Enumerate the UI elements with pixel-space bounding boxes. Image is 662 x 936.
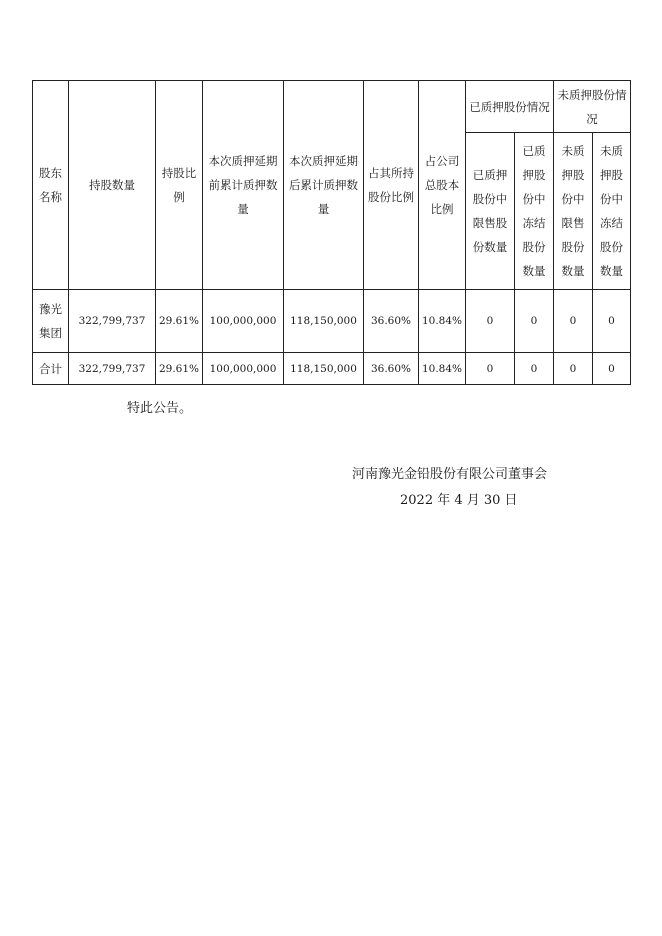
cell-unpledged-frozen: 0 [593, 290, 631, 353]
cell-name: 豫光集团 [33, 290, 69, 353]
signature-date: 2022 年 4 月 30 日 [400, 493, 518, 508]
announcement-closing: 特此公告。 [127, 401, 193, 416]
cell-unpledged-restricted: 0 [554, 290, 593, 353]
cell-shares: 322,799,737 [69, 290, 156, 353]
header-total-ratio: 占公司总股本比例 [419, 81, 466, 290]
cell-pledged-restricted: 0 [466, 290, 515, 353]
cell-pledged-restricted: 0 [466, 353, 515, 385]
header-unpledged-restricted: 未质押股份中限售股份数量 [554, 133, 593, 290]
cell-total-ratio: 10.84% [419, 353, 466, 385]
header-ratio: 持股比例 [156, 81, 203, 290]
signature-org: 河南豫光金铅股份有限公司董事会 [352, 467, 548, 482]
cell-name: 合计 [33, 353, 69, 385]
pledge-table [32, 80, 631, 385]
cell-pledged-frozen: 0 [515, 290, 554, 353]
cell-own-ratio: 36.60% [364, 290, 419, 353]
cell-after: 118,150,000 [284, 353, 364, 385]
cell-pledged-frozen: 0 [515, 353, 554, 385]
header-pledged-restricted: 已质押股份中限售股份数量 [466, 133, 515, 290]
header-unpledged-frozen: 未质押股份中冻结股份数量 [593, 133, 631, 290]
header-shares: 持股数量 [69, 81, 156, 290]
cell-unpledged-frozen: 0 [593, 353, 631, 385]
header-pledged-frozen: 已质押股份中冻结股份数量 [515, 133, 554, 290]
cell-ratio: 29.61% [156, 353, 203, 385]
cell-ratio: 29.61% [156, 290, 203, 353]
header-shareholder-name: 股东名称 [33, 81, 69, 290]
cell-after: 118,150,000 [284, 290, 364, 353]
header-before-extension: 本次质押延期前累计质押数量 [203, 81, 284, 290]
table-row [33, 353, 631, 385]
cell-before: 100,000,000 [203, 353, 284, 385]
table-row [33, 290, 631, 353]
cell-total-ratio: 10.84% [419, 290, 466, 353]
header-own-ratio: 占其所持股份比例 [364, 81, 419, 290]
cell-unpledged-restricted: 0 [554, 353, 593, 385]
cell-shares: 322,799,737 [69, 353, 156, 385]
header-pledged-group: 已质押股份情况 [466, 81, 554, 133]
cell-own-ratio: 36.60% [364, 353, 419, 385]
header-unpledged-group: 未质押股份情况 [554, 81, 631, 133]
header-after-extension: 本次质押延期后累计质押数量 [284, 81, 364, 290]
cell-before: 100,000,000 [203, 290, 284, 353]
